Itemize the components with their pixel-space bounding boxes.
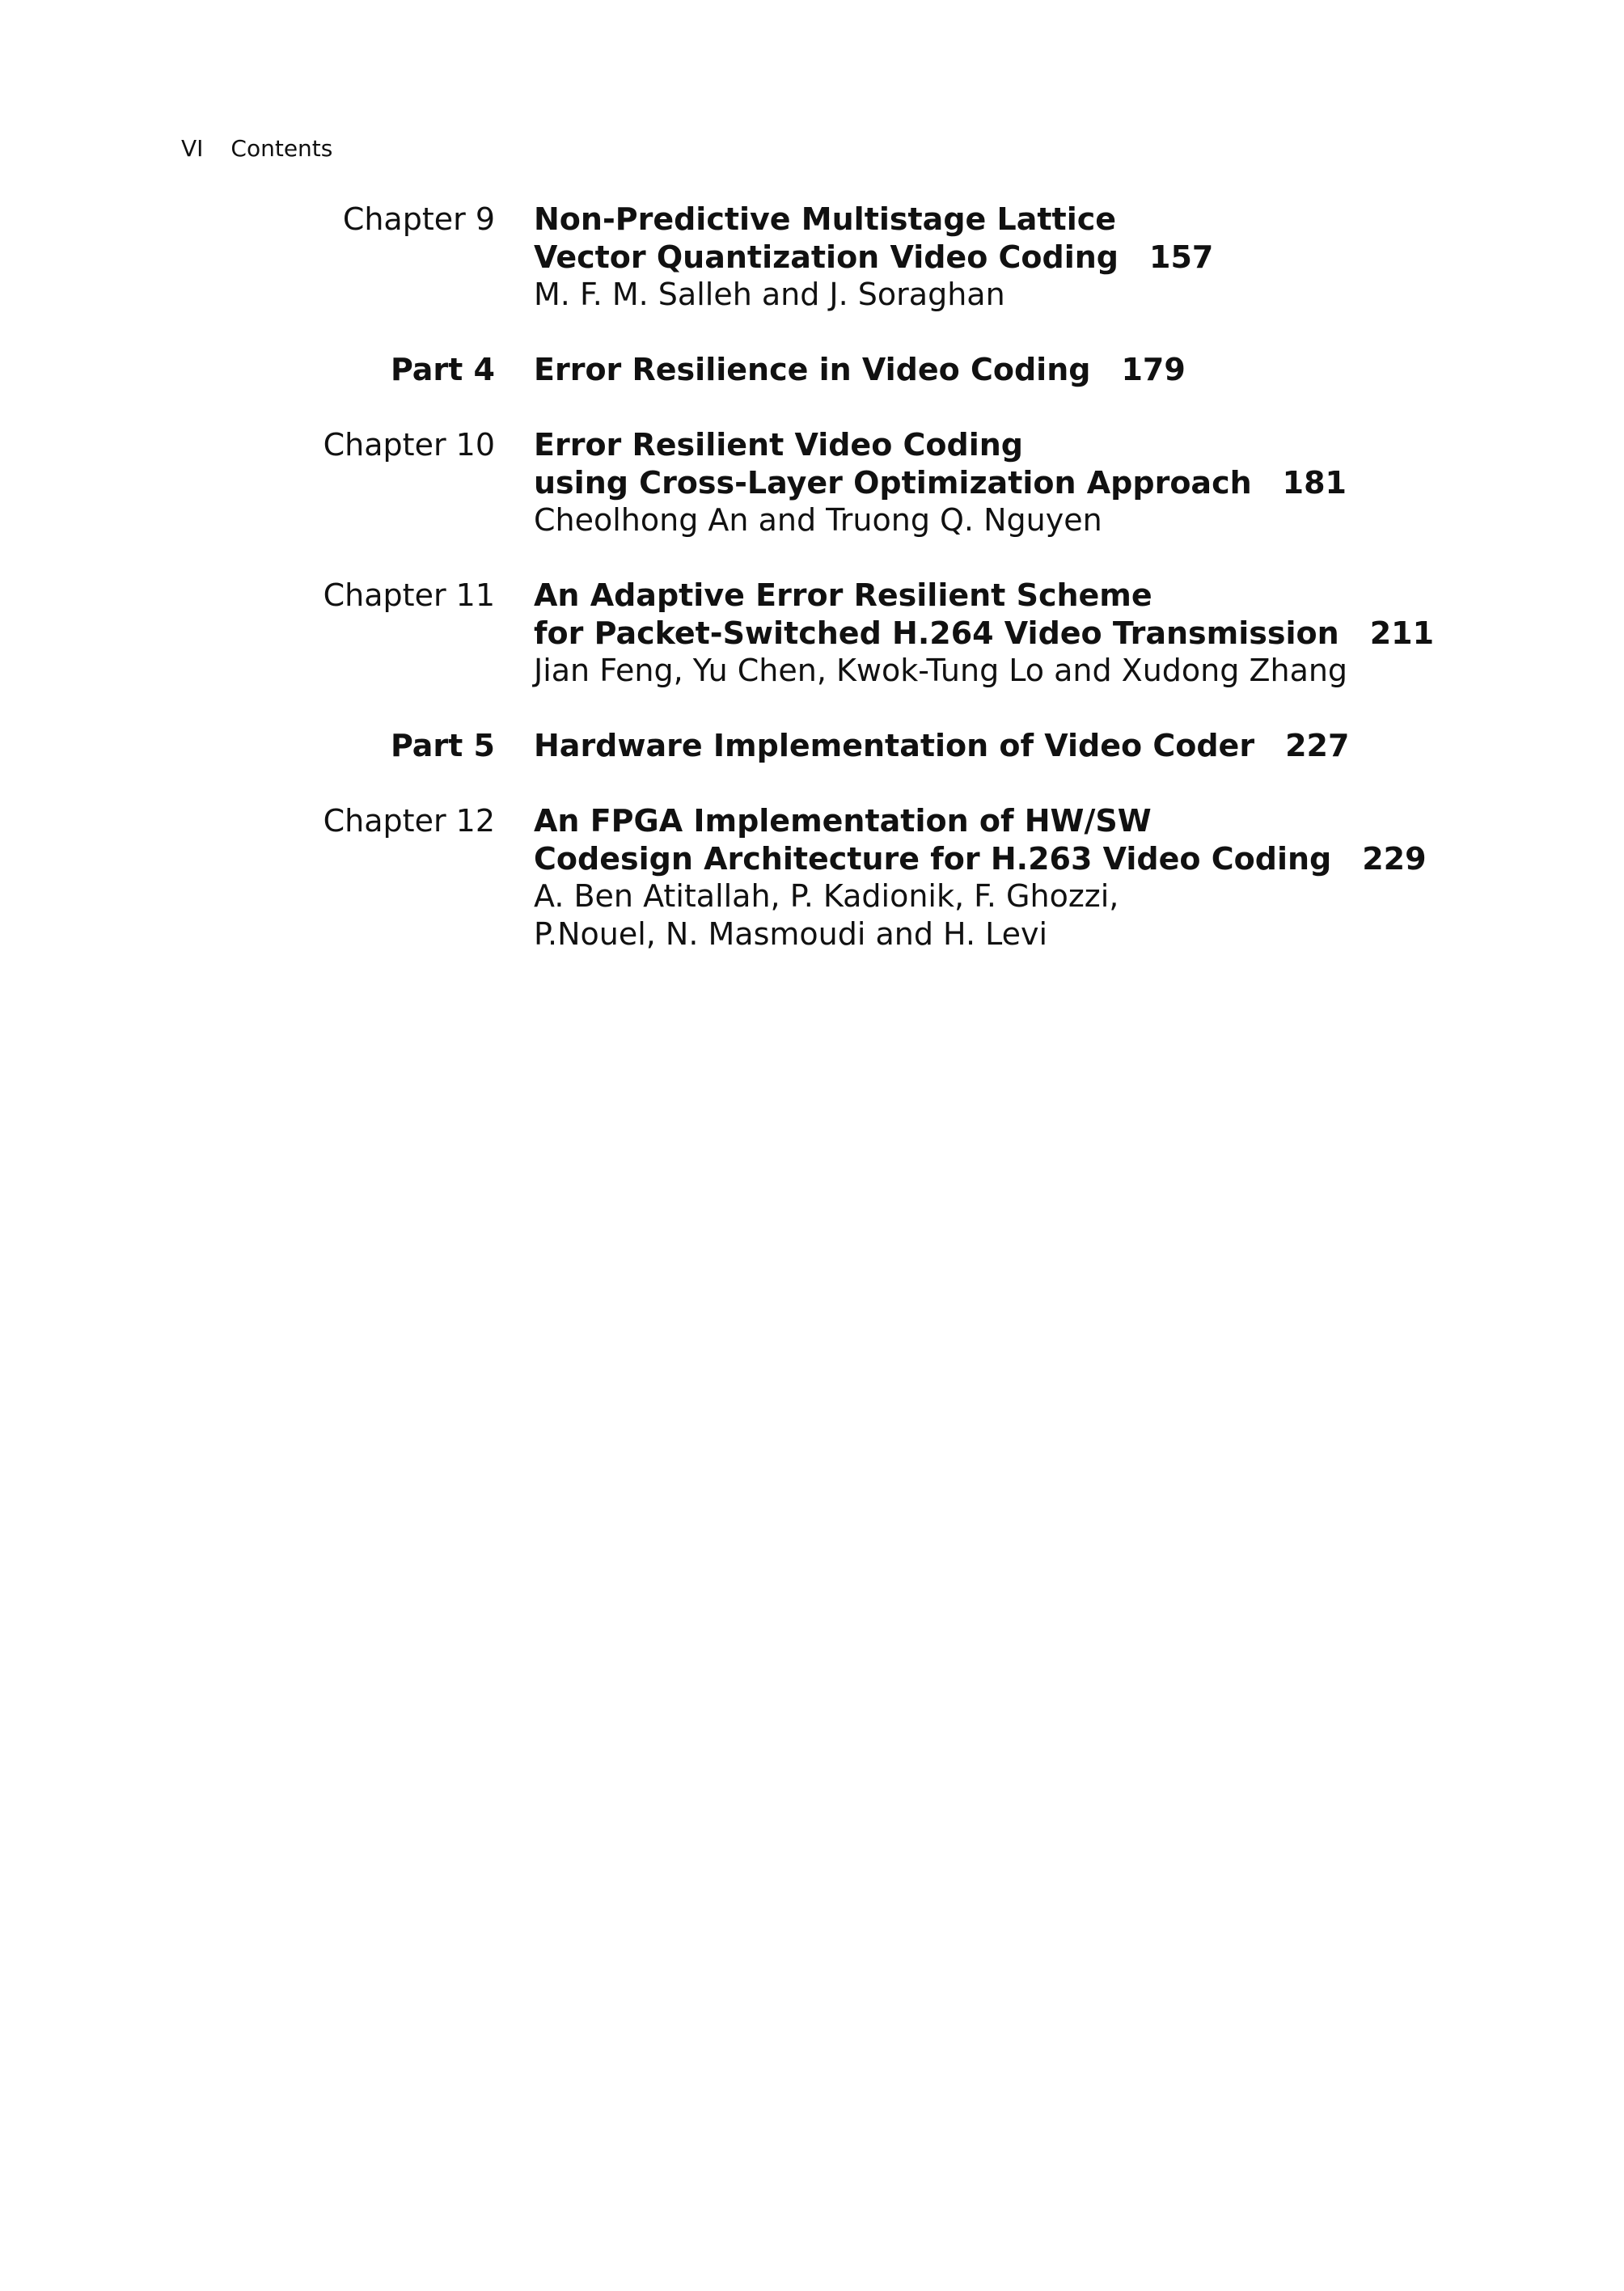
entry-title-text[interactable]: Vector Quantization Video Coding: [534, 239, 1119, 275]
entry-page-number[interactable]: 157: [1149, 239, 1214, 275]
entry-authors: P.Nouel, N. Masmoudi and H. Levi: [534, 915, 1048, 952]
toc-entry-chapter-12: [0, 802, 1624, 953]
entry-authors: Cheolhong An and Truong Q. Nguyen: [534, 502, 1102, 538]
page-number: VI: [181, 135, 204, 162]
entry-page-number[interactable]: 229: [1362, 840, 1427, 877]
entry-title-line-last[interactable]: [534, 840, 1624, 878]
entry-title-line-last[interactable]: [534, 464, 1624, 502]
entry-authors: Jian Feng, Yu Chen, Kwok-Tung Lo and Xudong Zhang: [534, 653, 1348, 688]
entry-body: [534, 426, 1624, 539]
toc-entry-chapter-9: [0, 201, 1624, 314]
entry-title-line-last[interactable]: [534, 615, 1624, 653]
toc-entry-chapter-10: [0, 426, 1624, 539]
entry-title-line-last[interactable]: [534, 239, 1624, 277]
entry-body: [534, 201, 1624, 314]
entry-title-text[interactable]: Hardware Implementation of Video Coder: [534, 728, 1255, 763]
entry-body: [534, 577, 1624, 690]
entry-body: [534, 351, 1624, 389]
entry-page-number[interactable]: 211: [1369, 615, 1435, 651]
entry-title-line[interactable]: Non-Predictive Multistage Lattice: [534, 201, 1117, 237]
entry-label: Chapter 12: [323, 803, 495, 839]
entry-page-number[interactable]: 227: [1285, 728, 1350, 763]
entry-authors: A. Ben Atitallah, P. Kadionik, F. Ghozzi,: [534, 878, 1119, 914]
entry-title-text[interactable]: for Packet-Switched H.264 Video Transmission: [534, 615, 1339, 651]
entry-label: Chapter 9: [342, 201, 495, 237]
entry-title-text[interactable]: using Cross-Layer Optimization Approach: [534, 464, 1252, 501]
entry-title-line[interactable]: An Adaptive Error Resilient Scheme: [534, 577, 1152, 613]
entry-authors: M. F. M. Salleh and J. Soraghan: [534, 277, 1005, 312]
entry-title-line[interactable]: Error Resilient Video Coding: [534, 427, 1024, 463]
toc-entry-chapter-11: [0, 577, 1624, 690]
running-head-title: Contents: [230, 135, 333, 162]
entry-label: Part 4: [390, 352, 495, 387]
table-of-contents: [0, 201, 1624, 953]
entry-title-line-last[interactable]: [534, 727, 1624, 765]
entry-body: [534, 802, 1624, 953]
entry-label: Chapter 11: [323, 577, 495, 613]
entry-title-line[interactable]: An FPGA Implementation of HW/SW: [534, 803, 1152, 839]
entry-page-number[interactable]: 179: [1121, 352, 1186, 387]
entry-label: Part 5: [390, 728, 495, 763]
entry-page-number[interactable]: 181: [1282, 464, 1347, 501]
running-head: [181, 133, 332, 165]
entry-title-text[interactable]: Error Resilience in Video Coding: [534, 352, 1091, 387]
toc-entry-part-4: [0, 351, 1624, 389]
entry-title-line-last[interactable]: [534, 351, 1624, 389]
entry-body: [534, 727, 1624, 765]
entry-title-text[interactable]: Codesign Architecture for H.263 Video Coding: [534, 840, 1332, 877]
entry-label: Chapter 10: [323, 427, 495, 463]
toc-entry-part-5: [0, 727, 1624, 765]
